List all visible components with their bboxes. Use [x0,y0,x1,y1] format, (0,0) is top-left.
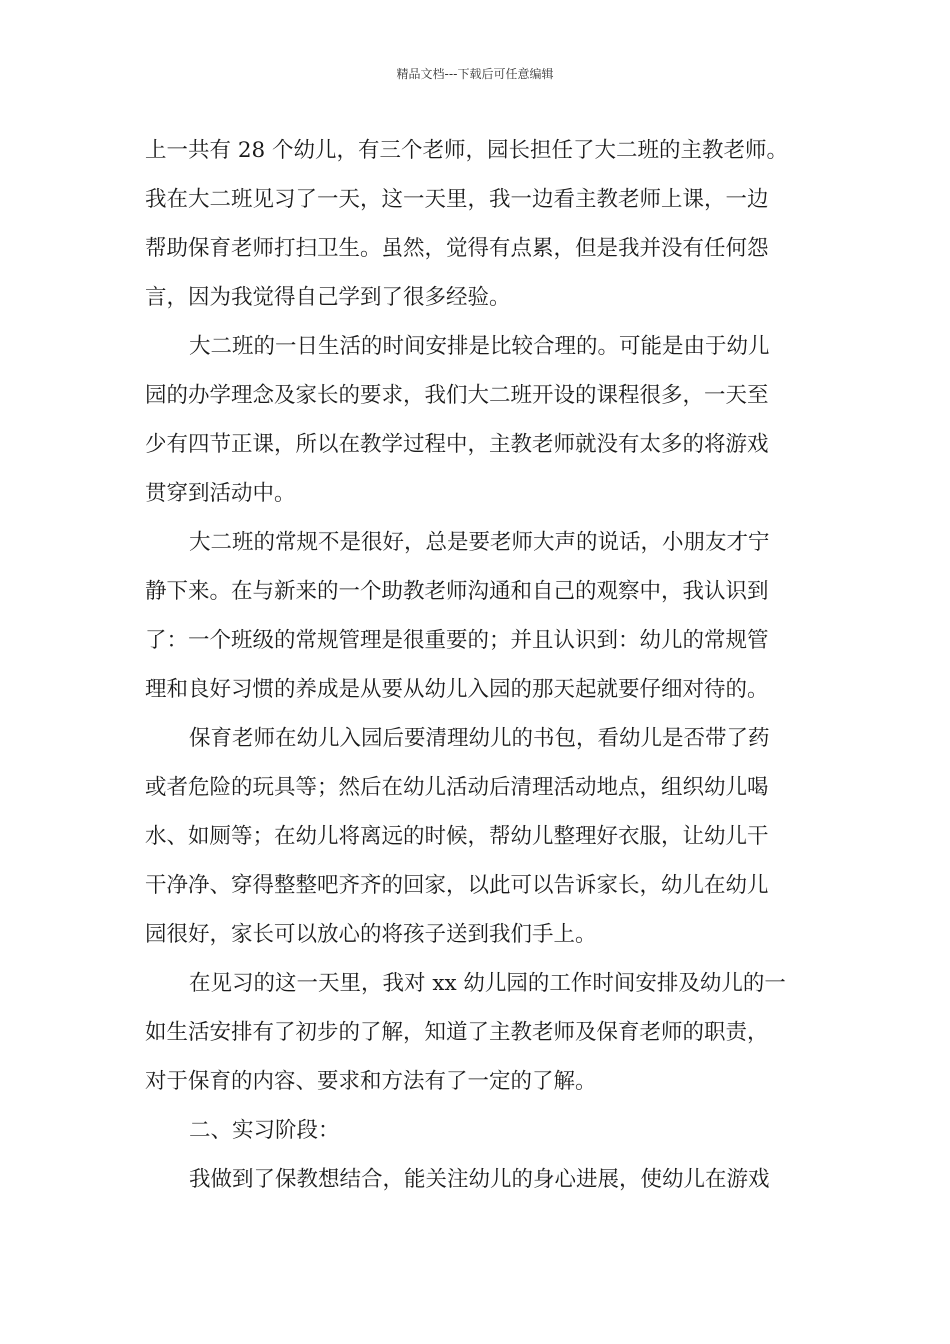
text-line: 上一共有 28 个幼儿，有三个老师，园长担任了大二班的主教老师。 [145,138,789,163]
text-line: 园很好，家长可以放心的将孩子送到我们手上。 [145,922,597,947]
text-line: 保育老师在幼儿入园后要清理幼儿的书包，看幼儿是否带了药 [189,726,770,751]
text-line: 园的办学理念及家长的要求，我们大二班开设的课程很多，一天至 [145,383,769,408]
text-line: 理和良好习惯的养成是从要从幼儿入园的那天起就要仔细对待的。 [145,677,769,702]
text-line: 大二班的常规不是很好，总是要老师大声的说话，小朋友才宁 [189,530,770,555]
text-line: 对于保育的内容、要求和方法有了一定的了解。 [145,1069,597,1094]
paragraph [145,959,809,1106]
paragraph [145,714,809,959]
text-line: 我在大二班见习了一天，这一天里，我一边看主教老师上课，一边 [145,187,769,212]
paragraph [145,126,809,322]
section-heading [145,1106,809,1155]
text-line: 少有四节正课，所以在教学过程中，主教老师就没有太多的将游戏 [145,432,769,457]
paragraph [145,1155,809,1204]
text-line: 水、如厕等；在幼儿将离远的时候，帮幼儿整理好衣服，让幼儿干 [145,824,769,849]
paragraph [145,518,809,714]
text-line: 静下来。在与新来的一个助教老师沟通和自己的观察中，我认识到 [145,579,769,604]
heading-line: 二、实习阶段： [189,1118,340,1143]
text-line: 在见习的这一天里，我对 xx 幼儿园的工作时间安排及幼儿的一 [189,971,786,996]
text-line: 干净净、穿得整整吧齐齐的回家，以此可以告诉家长，幼儿在幼儿 [145,873,769,898]
text-line: 贯穿到活动中。 [145,481,296,506]
text-line: 了：一个班级的常规管理是很重要的；并且认识到：幼儿的常规管 [145,628,769,653]
document-body [145,126,809,1204]
text-line: 我做到了保教想结合，能关注幼儿的身心进展，使幼儿在游戏 [189,1167,770,1192]
page-header: 精品文档---下载后可任意编辑 [396,67,554,81]
text-line: 如生活安排有了初步的了解，知道了主教老师及保育老师的职责， [145,1020,769,1045]
text-line: 大二班的一日生活的时间安排是比较合理的。可能是由于幼儿 [189,334,770,359]
text-line: 言，因为我觉得自己学到了很多经验。 [145,285,511,310]
paragraph [145,322,809,518]
text-line: 帮助保育老师打扫卫生。虽然，觉得有点累，但是我并没有任何怨 [145,236,769,261]
text-line: 或者危险的玩具等；然后在幼儿活动后清理活动地点，组织幼儿喝 [145,775,769,800]
